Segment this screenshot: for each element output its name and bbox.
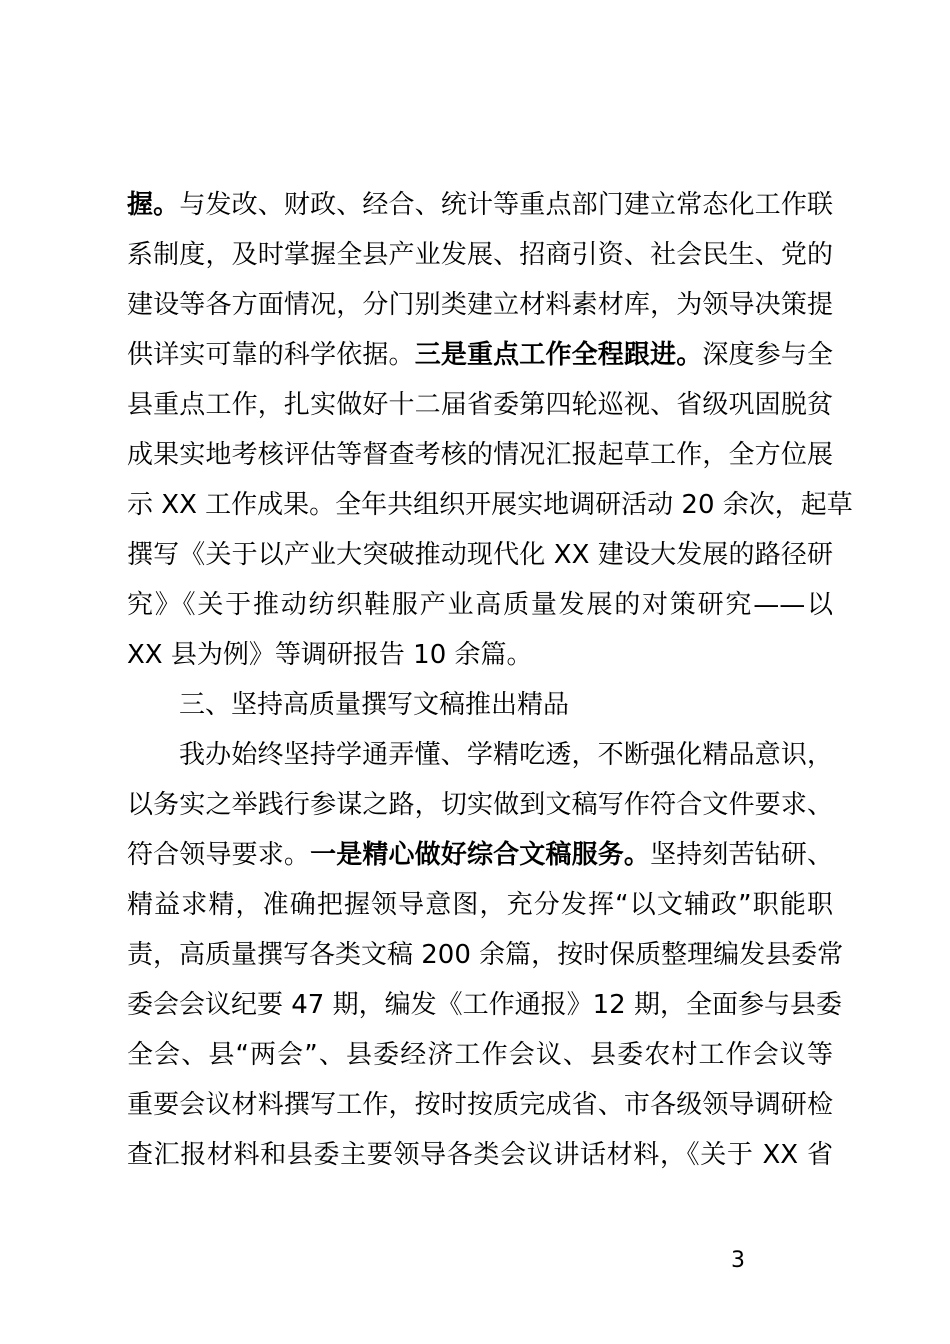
paragraph-line-8: 撰写《关于以产业大突破推动现代化 XX 建设大发展的路径研	[127, 540, 833, 570]
paragraph-line-6: 成果实地考核评估等督查考核的情况汇报起草工作，全方位展	[127, 440, 833, 470]
section-heading: 三、坚持高质量撰写文稿推出精品	[179, 690, 570, 720]
paragraph-line-5: 县重点工作，扎实做好十二届省委第四轮巡视、省级巩固脱贫	[127, 390, 833, 420]
bold-subheading: 三是重点工作全程跟进。	[414, 340, 703, 370]
bold-subheading: 一是精心做好综合文稿服务。	[310, 840, 651, 870]
paragraph-line-15: 精益求精，准确把握领导意图，充分发挥“以文辅政”职能职	[127, 890, 833, 920]
paragraph-line-4: 供详实可靠的科学依据。三是重点工作全程跟进。深度参与全	[127, 340, 833, 370]
paragraph-line-14: 符合领导要求。一是精心做好综合文稿服务。坚持刻苦钻研、	[127, 840, 833, 870]
paragraph-line-1: 握。与发改、财政、经合、统计等重点部门建立常态化工作联	[127, 190, 833, 220]
paragraph-line-16: 责，高质量撰写各类文稿 200 余篇，按时保质整理编发县委常	[127, 940, 844, 970]
paragraph-line-19: 重要会议材料撰写工作，按时按质完成省、市各级领导调研检	[127, 1090, 833, 1120]
paragraph-line-9: 究》《关于推动纺织鞋服产业高质量发展的对策研究——以	[127, 590, 833, 620]
paragraph-line-2: 系制度，及时掌握全县产业发展、招商引资、社会民生、党的	[127, 240, 833, 270]
paragraph-line-18: 全会、县“两会”、县委经济工作会议、县委农村工作会议等	[127, 1040, 833, 1070]
paragraph-line-17: 委会会议纪要 47 期，编发《工作通报》12 期，全面参与县委	[127, 990, 842, 1020]
paragraph-line-13: 以务实之举践行参谋之路，切实做到文稿写作符合文件要求、	[127, 790, 833, 820]
paragraph-line-12: 我办始终坚持学通弄懂、学精吃透，不断强化精品意识，	[179, 740, 833, 770]
paragraph-line-20: 查汇报材料和县委主要领导各类会议讲话材料，《关于 XX 省	[127, 1140, 833, 1170]
paragraph-line-10: XX 县为例》等调研报告 10 余篇。	[127, 640, 533, 670]
bold-lead: 握。	[127, 190, 180, 220]
paragraph-line-7: 示 XX 工作成果。全年共组织开展实地调研活动 20 余次，起草	[127, 490, 853, 520]
paragraph-line-3: 建设等各方面情况，分门别类建立材料素材库，为领导决策提	[127, 290, 833, 320]
page-number: 3	[731, 1248, 745, 1273]
